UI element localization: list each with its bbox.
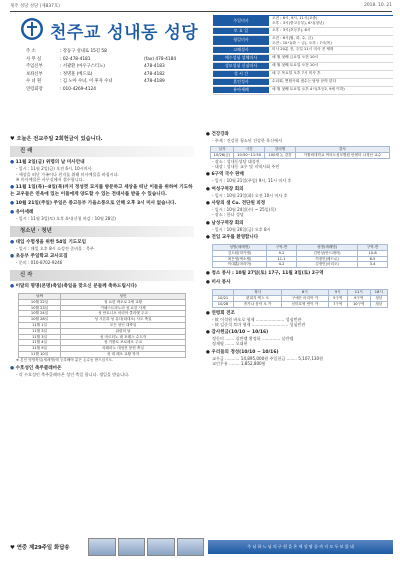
photo-thumbnail bbox=[118, 538, 146, 556]
table-cell: 10월 22일 bbox=[19, 299, 61, 305]
notice-item bbox=[206, 132, 393, 143]
schedule-row bbox=[213, 55, 393, 63]
table-cell: 9-2 bbox=[267, 250, 297, 256]
schedule-time: 매 월 첫째 토요일 오전 10시 bbox=[272, 63, 319, 68]
section-header-sinja: 신 자 bbox=[10, 270, 194, 281]
notice-item bbox=[206, 330, 393, 347]
feast-note: ※ 본인 영명축일(세례명)에 등록해야 분은 손수동 받으십시오. bbox=[16, 357, 114, 362]
notice-item-detail: - 일시 : 10월 24일(수) ~ 25일(목) bbox=[212, 207, 276, 213]
notice-item-detail: - 주제 : 건강한 청소년 건강한 육신에서 bbox=[212, 138, 282, 143]
schedule-time: 오후 : 3시(중고등부), 6시(청년) bbox=[272, 21, 324, 26]
bullet-icon: ● bbox=[206, 186, 212, 192]
notice-line: ♥ 오늘은 전교주일 2회헌금이 있습니다. bbox=[10, 136, 103, 142]
schedule-time: 수녀회, 연합사회 접수는 담당 문의 한다 bbox=[272, 79, 337, 84]
notice-item-detail: 교무금 ........... 14,895,000원 주일헌금 ........ 5,107,130원 bbox=[212, 355, 324, 361]
photo-strip bbox=[88, 538, 204, 556]
mass-servers-table bbox=[212, 289, 388, 307]
feast-table bbox=[18, 293, 186, 358]
bullet-icon: ● bbox=[206, 234, 212, 240]
info-row bbox=[26, 48, 206, 56]
notice-item-text: 여성구역장 회의 bbox=[211, 186, 244, 192]
table-cell: 성 안토니오 마리아 클라렛 주교 bbox=[61, 311, 186, 317]
notice-item-text: 남성구역장 회의 bbox=[211, 220, 244, 226]
info-row bbox=[26, 78, 206, 86]
table-cell: 위령의 날 bbox=[61, 328, 186, 334]
table-header-cell: 시간 bbox=[233, 147, 264, 153]
schedule-time: 오전 : 10시(화 ~ 금), 오후 : 7시(목) bbox=[272, 40, 332, 45]
table-header-cell: 구역-반 bbox=[358, 244, 388, 250]
bullet-icon: ● bbox=[206, 349, 212, 355]
schedule-label: 고해성사 bbox=[213, 47, 269, 54]
table-cell: 10월 23일 bbox=[19, 305, 61, 311]
info-key: 수 녀 원 bbox=[26, 79, 42, 85]
bullet-icon: ● bbox=[206, 271, 212, 277]
info-key: 사 무 실 bbox=[26, 56, 42, 62]
table-header-cell: 강의명 bbox=[265, 147, 295, 153]
schedule-row bbox=[213, 16, 393, 28]
photo-thumbnail bbox=[177, 538, 205, 556]
notice-item-text: 이달의 명명(본명)축일(축일을 맞으신 분들께 축하드립시다) bbox=[15, 283, 137, 289]
notice-item-detail: - 故 김준석 토마 형제 ............................ 성심빈관 bbox=[212, 321, 306, 327]
issue-date: 2018. 10. 21 bbox=[364, 3, 392, 8]
notice-item-detail: - 일시 : 11월 2일(금) 오전 6시, 10시미사 bbox=[16, 166, 92, 172]
table-header-cell: 구역-반 bbox=[267, 244, 297, 250]
notice-item-text: 연령회 전조 bbox=[211, 310, 235, 316]
info-value: : 서광환 (마우구스티노) bbox=[60, 64, 105, 70]
notice-item bbox=[206, 280, 393, 286]
schedule-time: 미사 20분 전, 주일 11시 미사 전 제외 bbox=[272, 47, 334, 52]
info-value: : 정명훈 (베드로) bbox=[60, 71, 93, 77]
mass-schedule bbox=[213, 15, 393, 95]
table-cell: 성 요한 바오로 2세 교황 bbox=[61, 299, 186, 305]
photo-thumbnail bbox=[88, 538, 116, 556]
schedule-row bbox=[213, 71, 393, 79]
table-cell: 허정민(베드로) bbox=[296, 256, 357, 262]
info-row bbox=[26, 56, 206, 64]
notice-item bbox=[10, 160, 194, 182]
info-value: : 김 노아 수녀, 이 후자 수녀 bbox=[60, 79, 113, 85]
table-cell: 11월 1일 bbox=[19, 323, 61, 329]
notice-item-detail: 정동미 ....... 실반젤 황정하 .............. 실반젤 bbox=[212, 336, 294, 342]
table-header-cell: 6시 bbox=[282, 290, 328, 296]
schedule-times bbox=[269, 16, 393, 27]
bullet-icon: ● bbox=[206, 330, 212, 336]
table-cell: 11월 4일 bbox=[19, 340, 61, 346]
notice-item-detail: ※ 미사예물은 사무실에서 접수합니다. bbox=[16, 177, 84, 183]
notice-item bbox=[10, 201, 194, 207]
notice-item-title bbox=[10, 185, 194, 197]
notice-item-detail: - 일시 : 10월 21일(주일) 9시, 11시 미사 후 bbox=[212, 178, 292, 184]
notice-item-text: 6구역 국수 판매 bbox=[211, 172, 244, 178]
table-row bbox=[213, 262, 388, 268]
schedule-label: 성 시 간 bbox=[213, 71, 269, 78]
table-header-cell: 18시 bbox=[370, 290, 387, 296]
notice-item bbox=[10, 366, 194, 378]
table-cell: 11-1 bbox=[267, 256, 297, 262]
notice-item bbox=[10, 284, 194, 290]
table-row bbox=[211, 153, 390, 159]
schedule-times bbox=[269, 28, 393, 35]
page-title: 천주교 성내동 성당 bbox=[50, 23, 199, 43]
table-cell: 6-5 bbox=[358, 256, 388, 262]
bullet-icon: ● bbox=[10, 210, 16, 216]
schedule-times bbox=[269, 71, 393, 78]
bullet-icon: ● bbox=[206, 310, 212, 316]
table-cell: 11월 10일 bbox=[19, 352, 61, 358]
notice-item bbox=[10, 254, 194, 266]
table-cell: 청년 bbox=[370, 295, 387, 301]
schedule-label: 주일미사 bbox=[213, 16, 269, 27]
table-cell: 가톨릭대학교 여의도성모병원 안센터 나경선 교수 bbox=[295, 153, 389, 159]
notice-item-text: 청소 봉사 : 10월 27일(토) 17구, 11월 3일(토) 2구역 bbox=[211, 271, 324, 277]
schedule-time: 매 주 목요일 오후 7시 미사 후 bbox=[272, 71, 321, 76]
table-header-cell: 성인 bbox=[61, 294, 186, 300]
notice-item bbox=[10, 210, 194, 222]
notice-item-detail: - 故 이석원 바오로 형제 ...................... 성심빈관 bbox=[212, 316, 302, 322]
notice-item bbox=[206, 221, 393, 232]
notice-item-text: 10월 21일(주일) 주일은 중고등부 가을소풍으로 인해 오후 3시 미사 없습니다. bbox=[15, 200, 177, 206]
schedule-times bbox=[269, 63, 393, 70]
schedule-row bbox=[213, 63, 393, 71]
notice-item-text: 11월 1일(목)~8일(목)까지 정성껏 묘지를 방문하고 세상을 떠난 이들을 위하여 기도하는 교우들은 연옥에 있는 이들에게 양도할 수 있는 전대사를 받을 수 있습니다. bbox=[10, 185, 193, 197]
notice-item-detail: 정재영 ....... 오대현 bbox=[212, 341, 248, 347]
schedule-row bbox=[213, 36, 393, 48]
info-phone: (fax) 478-4184 bbox=[144, 56, 177, 62]
table-header-cell: 성명(세례명) bbox=[213, 244, 267, 250]
table-cell: 이대훈(마리아) bbox=[213, 262, 267, 268]
notice-item-detail: - 세상을 떠난 가족이나 친지를 위해 미사예물을 바칩시다. bbox=[16, 171, 119, 177]
section-header-jinhaeng: 진 래 bbox=[10, 146, 194, 157]
table-cell: 청년 bbox=[370, 301, 387, 307]
notice-item-title bbox=[206, 271, 393, 277]
schedule-label: 토 요 일 bbox=[213, 28, 269, 35]
notice-item bbox=[206, 350, 393, 367]
notice-item-detail: - 일시 : 매일 오후 8시 소성전 준비물 : 묵주 bbox=[16, 245, 94, 251]
bullet-icon: ● bbox=[10, 283, 16, 289]
schedule-label: 혼인성사 bbox=[213, 79, 269, 86]
info-row bbox=[26, 71, 206, 79]
notice-item-detail: - 장소 : 한나 성당 bbox=[212, 212, 244, 218]
psalm-banner: 주 님 하 느 님 의 구 원 을 온 세 상 땅 끝 까 지 모 두 보 았 네 bbox=[208, 540, 393, 554]
notice-item-text: 11월 2일(금) 위령의 날 미사안내 bbox=[15, 160, 85, 165]
info-value: : 02-478-4181 bbox=[60, 56, 91, 62]
notice-item-text: 사랑의 샘 Cu. 전단원 피정 bbox=[211, 201, 266, 207]
schedule-time: 매 월 첫째 금요일 오전 10시 bbox=[272, 55, 319, 60]
schedule-label: 평일미사 bbox=[213, 36, 269, 47]
bullet-icon: ● bbox=[10, 254, 16, 260]
notice-item bbox=[206, 311, 393, 328]
table-cell: 11월 3일 bbox=[19, 334, 61, 340]
schedule-row bbox=[213, 47, 393, 55]
bullet-icon: ● bbox=[206, 280, 212, 286]
notice-item-detail: - 일시 : 11월 3일(토) 오후 4시(신청 마감 : 10월 28일) bbox=[16, 216, 116, 222]
schedule-row bbox=[213, 28, 393, 36]
schedule-times bbox=[269, 55, 393, 62]
table-cell: 3-4 bbox=[358, 262, 388, 268]
table-header-cell: 복사 bbox=[233, 290, 281, 296]
info-key: 주임신부 bbox=[26, 64, 43, 70]
table-cell: 종가나 음악 오 카 bbox=[233, 301, 281, 307]
notice-item-detail: - 일시 : 10월 23일(화) 오전 10시 미사 후 bbox=[212, 192, 288, 198]
table-cell: 구애은 마리아 카 bbox=[282, 295, 328, 301]
schedule-time: 오전 : 6시, 9시, 11시(교중) bbox=[272, 16, 318, 20]
bullet-icon: ● bbox=[10, 160, 16, 165]
right-column bbox=[206, 132, 393, 369]
notice-item-title bbox=[206, 235, 393, 241]
table-cell: 10월 28일 bbox=[19, 317, 61, 323]
notice-item-detail: - 일시 : 10월 26일(금) 오후 8시 bbox=[212, 226, 271, 232]
table-cell: 11월 3일 bbox=[19, 328, 61, 334]
info-key: 보좌신부 bbox=[26, 71, 43, 77]
table-cell: 카페스트라노의 성 요한 사제 bbox=[61, 305, 186, 311]
table-row bbox=[213, 301, 388, 307]
table-cell: 편희지 엑스 오 bbox=[233, 295, 281, 301]
notice-item-title bbox=[10, 284, 194, 290]
schedule-time: 오후 : 3시(초등부), 6시 bbox=[272, 27, 311, 32]
photo-thumbnail bbox=[147, 538, 175, 556]
table-cell: 성 대 레오 교황 학자 bbox=[61, 352, 186, 358]
notice-item bbox=[206, 201, 393, 218]
table-cell: 신미호영 연이 카 bbox=[282, 301, 328, 307]
footer-psalm-title: ♥ 연중 제29주일 화답송 bbox=[10, 545, 70, 551]
table-cell: 10-8 bbox=[358, 250, 388, 256]
notice-item-text: 수호성인 축주클레마온 bbox=[15, 366, 62, 372]
section-header-youth: 청소년 · 청년 bbox=[10, 226, 194, 237]
health-lecture-table bbox=[210, 146, 390, 159]
table-cell: 7구역 bbox=[328, 301, 347, 307]
bullet-icon: ● bbox=[206, 220, 212, 226]
table-header-cell: 강사 bbox=[295, 147, 389, 153]
masthead-bar bbox=[10, 3, 392, 11]
schedule-times bbox=[269, 47, 393, 54]
table-cell: 김정민(마리오) bbox=[296, 262, 357, 268]
table-cell: 10:50~11:50 bbox=[233, 153, 264, 159]
info-phone: 478-4182 bbox=[144, 71, 165, 77]
church-logo-icon bbox=[20, 17, 44, 41]
bullet-icon: ● bbox=[10, 185, 16, 191]
notice-item bbox=[10, 240, 194, 252]
schedule-times bbox=[269, 87, 393, 94]
issue-label: 제주 성당 성당 (제837호) bbox=[10, 4, 60, 9]
table-cell: 최은영(엑소텔) bbox=[213, 256, 267, 262]
info-key: 연령회장 bbox=[26, 86, 43, 92]
bullet-icon: ● bbox=[10, 239, 16, 245]
info-row bbox=[26, 86, 206, 94]
table-cell: 10/28 bbox=[213, 301, 234, 307]
notice-item-text: 유아세례 bbox=[15, 210, 34, 216]
table-cell: 성 가롤로 보로메오 주교 bbox=[61, 340, 186, 346]
table-cell: 11월 9일 bbox=[19, 346, 61, 352]
health-lecture-detail: - 장소 : 성내동성당 대성전 bbox=[212, 158, 260, 164]
notice-item-text: 감사헌금(10/10 ~ 10/16) bbox=[211, 330, 269, 336]
table-cell: 100세 논 강강 bbox=[265, 153, 295, 159]
bullet-icon: ● bbox=[10, 200, 16, 206]
schedule-times bbox=[269, 79, 393, 86]
table-header-cell: 성명(세례명) bbox=[296, 244, 357, 250]
schedule-label: 유아세례 bbox=[213, 87, 269, 94]
notice-item-detail: 교인우유 ........ 1,852,800원 bbox=[212, 361, 266, 367]
info-value: : 010-4269-4124 bbox=[60, 86, 96, 92]
welcome-table bbox=[212, 244, 388, 268]
table-cell: 모든 성인 대축일 bbox=[61, 323, 186, 329]
schedule-row bbox=[213, 79, 393, 87]
info-value: : 강동구 성내로 15길 58 bbox=[60, 49, 107, 54]
schedule-time: 오전 : 6시(월, 화, 수, 금) bbox=[272, 35, 313, 40]
table-cell: 4-2 bbox=[267, 262, 297, 268]
table-header-cell: 일자 bbox=[211, 147, 234, 153]
table-cell: 9구역 bbox=[347, 295, 370, 301]
table-cell: 성 마르티노 데 포레스 수도자 bbox=[61, 334, 186, 340]
table-cell: 10/26(금) bbox=[211, 153, 234, 159]
table-cell: 라테라노 대성전 봉헌 축일 bbox=[61, 346, 186, 352]
schedule-label: 성모성심 신심미사 bbox=[213, 63, 269, 70]
left-column bbox=[10, 146, 194, 381]
notice-item-title bbox=[10, 201, 194, 207]
info-phone: 478-4183 bbox=[144, 64, 165, 70]
table-row bbox=[19, 352, 186, 358]
notice-item bbox=[206, 187, 393, 198]
bullet-icon: ● bbox=[206, 132, 212, 137]
info-row bbox=[26, 63, 206, 71]
schedule-row bbox=[213, 87, 393, 95]
schedule-label: 예수성심 성체미사 bbox=[213, 55, 269, 62]
notice-item bbox=[206, 271, 393, 277]
health-lecture-detail: - 대상 : 성내동 교우 및 지역사회 주민 bbox=[212, 164, 280, 170]
table-header-cell: 9시 bbox=[328, 290, 347, 296]
notice-item-text: 대입 수험생을 위한 54일 기도모임 bbox=[15, 239, 87, 245]
notice-item-text: 우리들의 정성(10/10 ~ 10/16) bbox=[211, 349, 279, 355]
notice-item-detail: - 각 수호성인 축주클레마온 성인 축일 합니다. 생일을 받습니다. bbox=[16, 372, 130, 378]
table-cell: 김도원(미카엘) bbox=[213, 250, 267, 256]
bullet-icon: ● bbox=[206, 201, 212, 207]
table-cell: 김헌성(안드레아) bbox=[296, 250, 357, 256]
notice-item bbox=[206, 235, 393, 241]
table-cell: 10구역 bbox=[347, 301, 370, 307]
schedule-times bbox=[269, 36, 393, 47]
notice-item bbox=[206, 172, 393, 183]
divider bbox=[10, 11, 392, 12]
info-phone: 478-4189 bbox=[144, 79, 165, 85]
table-header-cell: 날짜 bbox=[19, 294, 61, 300]
table-cell: 5구역 bbox=[328, 295, 347, 301]
notice-item-text: 미사 봉사 bbox=[211, 280, 231, 286]
info-key: 주 소 bbox=[26, 49, 36, 54]
table-cell: 10/21 bbox=[213, 295, 234, 301]
parish-info bbox=[26, 48, 206, 94]
notice-item-detail: - 문의 : 010-8702-9246 bbox=[16, 260, 63, 266]
notice-item-title bbox=[206, 280, 393, 286]
notice-item-text: 건강강좌 bbox=[211, 132, 229, 137]
notice-item-text: 초등부 주일학교 교사모집 bbox=[15, 254, 68, 260]
notice-item-text: 전입 교우를 환영합니다 bbox=[211, 234, 259, 240]
schedule-time: 매 월 첫째 토요일 오후 4시(초등2, 9세 이하) bbox=[272, 87, 345, 92]
table-cell: 10월 24일 bbox=[19, 311, 61, 317]
bullet-icon: ● bbox=[10, 366, 16, 372]
table-header-cell: 11시 bbox=[347, 290, 370, 296]
notice-item bbox=[10, 185, 194, 197]
table-cell: 성 시몬과 성 유다(타대오) 사도 축일 bbox=[61, 317, 186, 323]
bullet-icon: ● bbox=[206, 172, 212, 178]
